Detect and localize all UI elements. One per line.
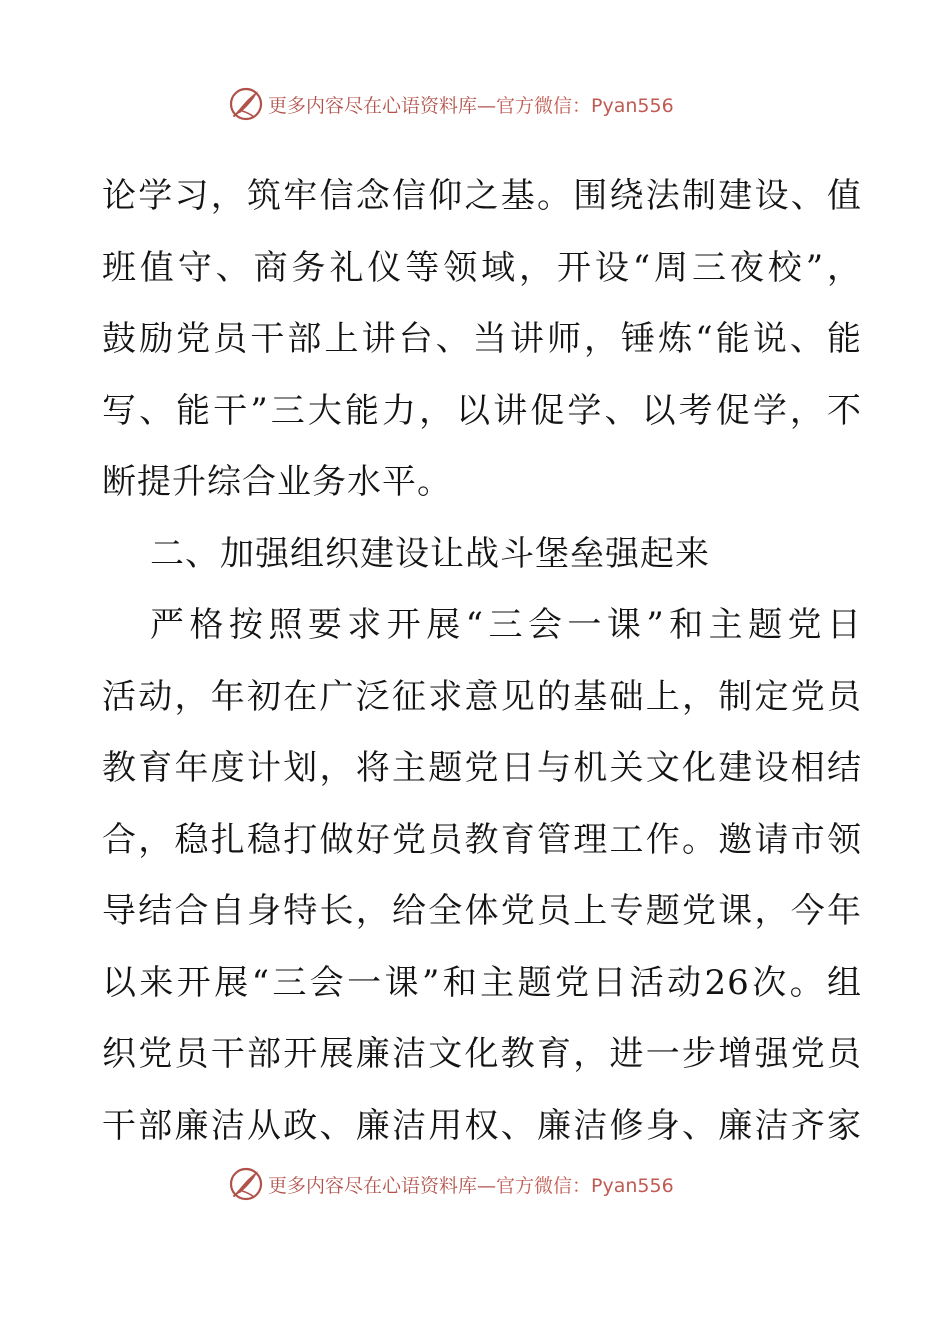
- body-text: [102, 161, 862, 1162]
- paragraph-line: 活动，年初在广泛征求意见的基础上，制定党员: [102, 676, 862, 717]
- banner-wechat-text: 官方微信：Pyan556: [496, 1174, 674, 1197]
- paragraph-line: 鼓励党员干部上讲台、当讲师，锤炼“能说、能: [102, 319, 862, 359]
- banner-site-text: 更多内容尽在心语资料库—: [268, 94, 497, 117]
- paragraph-line: 导结合自身特长，给全体党员上专题党课，今年: [102, 891, 862, 931]
- paragraph-line: 论学习，筑牢信念信仰之基。围绕法制建设、值: [102, 176, 862, 216]
- banner-wechat-text: 官方微信：Pyan556: [496, 94, 674, 117]
- banner-site-text: 更多内容尽在心语资料库—: [268, 1174, 497, 1197]
- paragraph-line: 班值守、商务礼仪等领域，开设“周三夜校”，: [102, 247, 862, 288]
- quill-pen-icon: [228, 86, 264, 122]
- paragraph-line: 织党员干部开展廉洁文化教育，进一步增强党员: [102, 1034, 862, 1074]
- paragraph-line: 合，稳扎稳打做好党员教育管理工作。邀请市领: [102, 819, 862, 860]
- paragraph-line: 教育年度计划，将主题党日与机关文化建设相结: [102, 748, 862, 788]
- paragraph-line: 严格按照要求开展“三会一课”和主题党日: [150, 605, 862, 645]
- paragraph-line: 以来开展“三会一课”和主题党日活动26次。组: [102, 962, 862, 1003]
- paragraph-line: 干部廉洁从政、廉洁用权、廉洁修身、廉洁齐家: [102, 1105, 862, 1146]
- header-banner: [228, 84, 674, 124]
- footer-banner: [228, 1164, 674, 1204]
- paragraph-line: 断提升综合业务水平。: [102, 462, 452, 502]
- quill-pen-icon: [228, 1166, 264, 1202]
- section-heading: 二、加强组织建设让战斗堡垒强起来: [150, 533, 710, 574]
- paragraph-line: 写、能干”三大能力，以讲促学、以考促学，不: [102, 390, 862, 431]
